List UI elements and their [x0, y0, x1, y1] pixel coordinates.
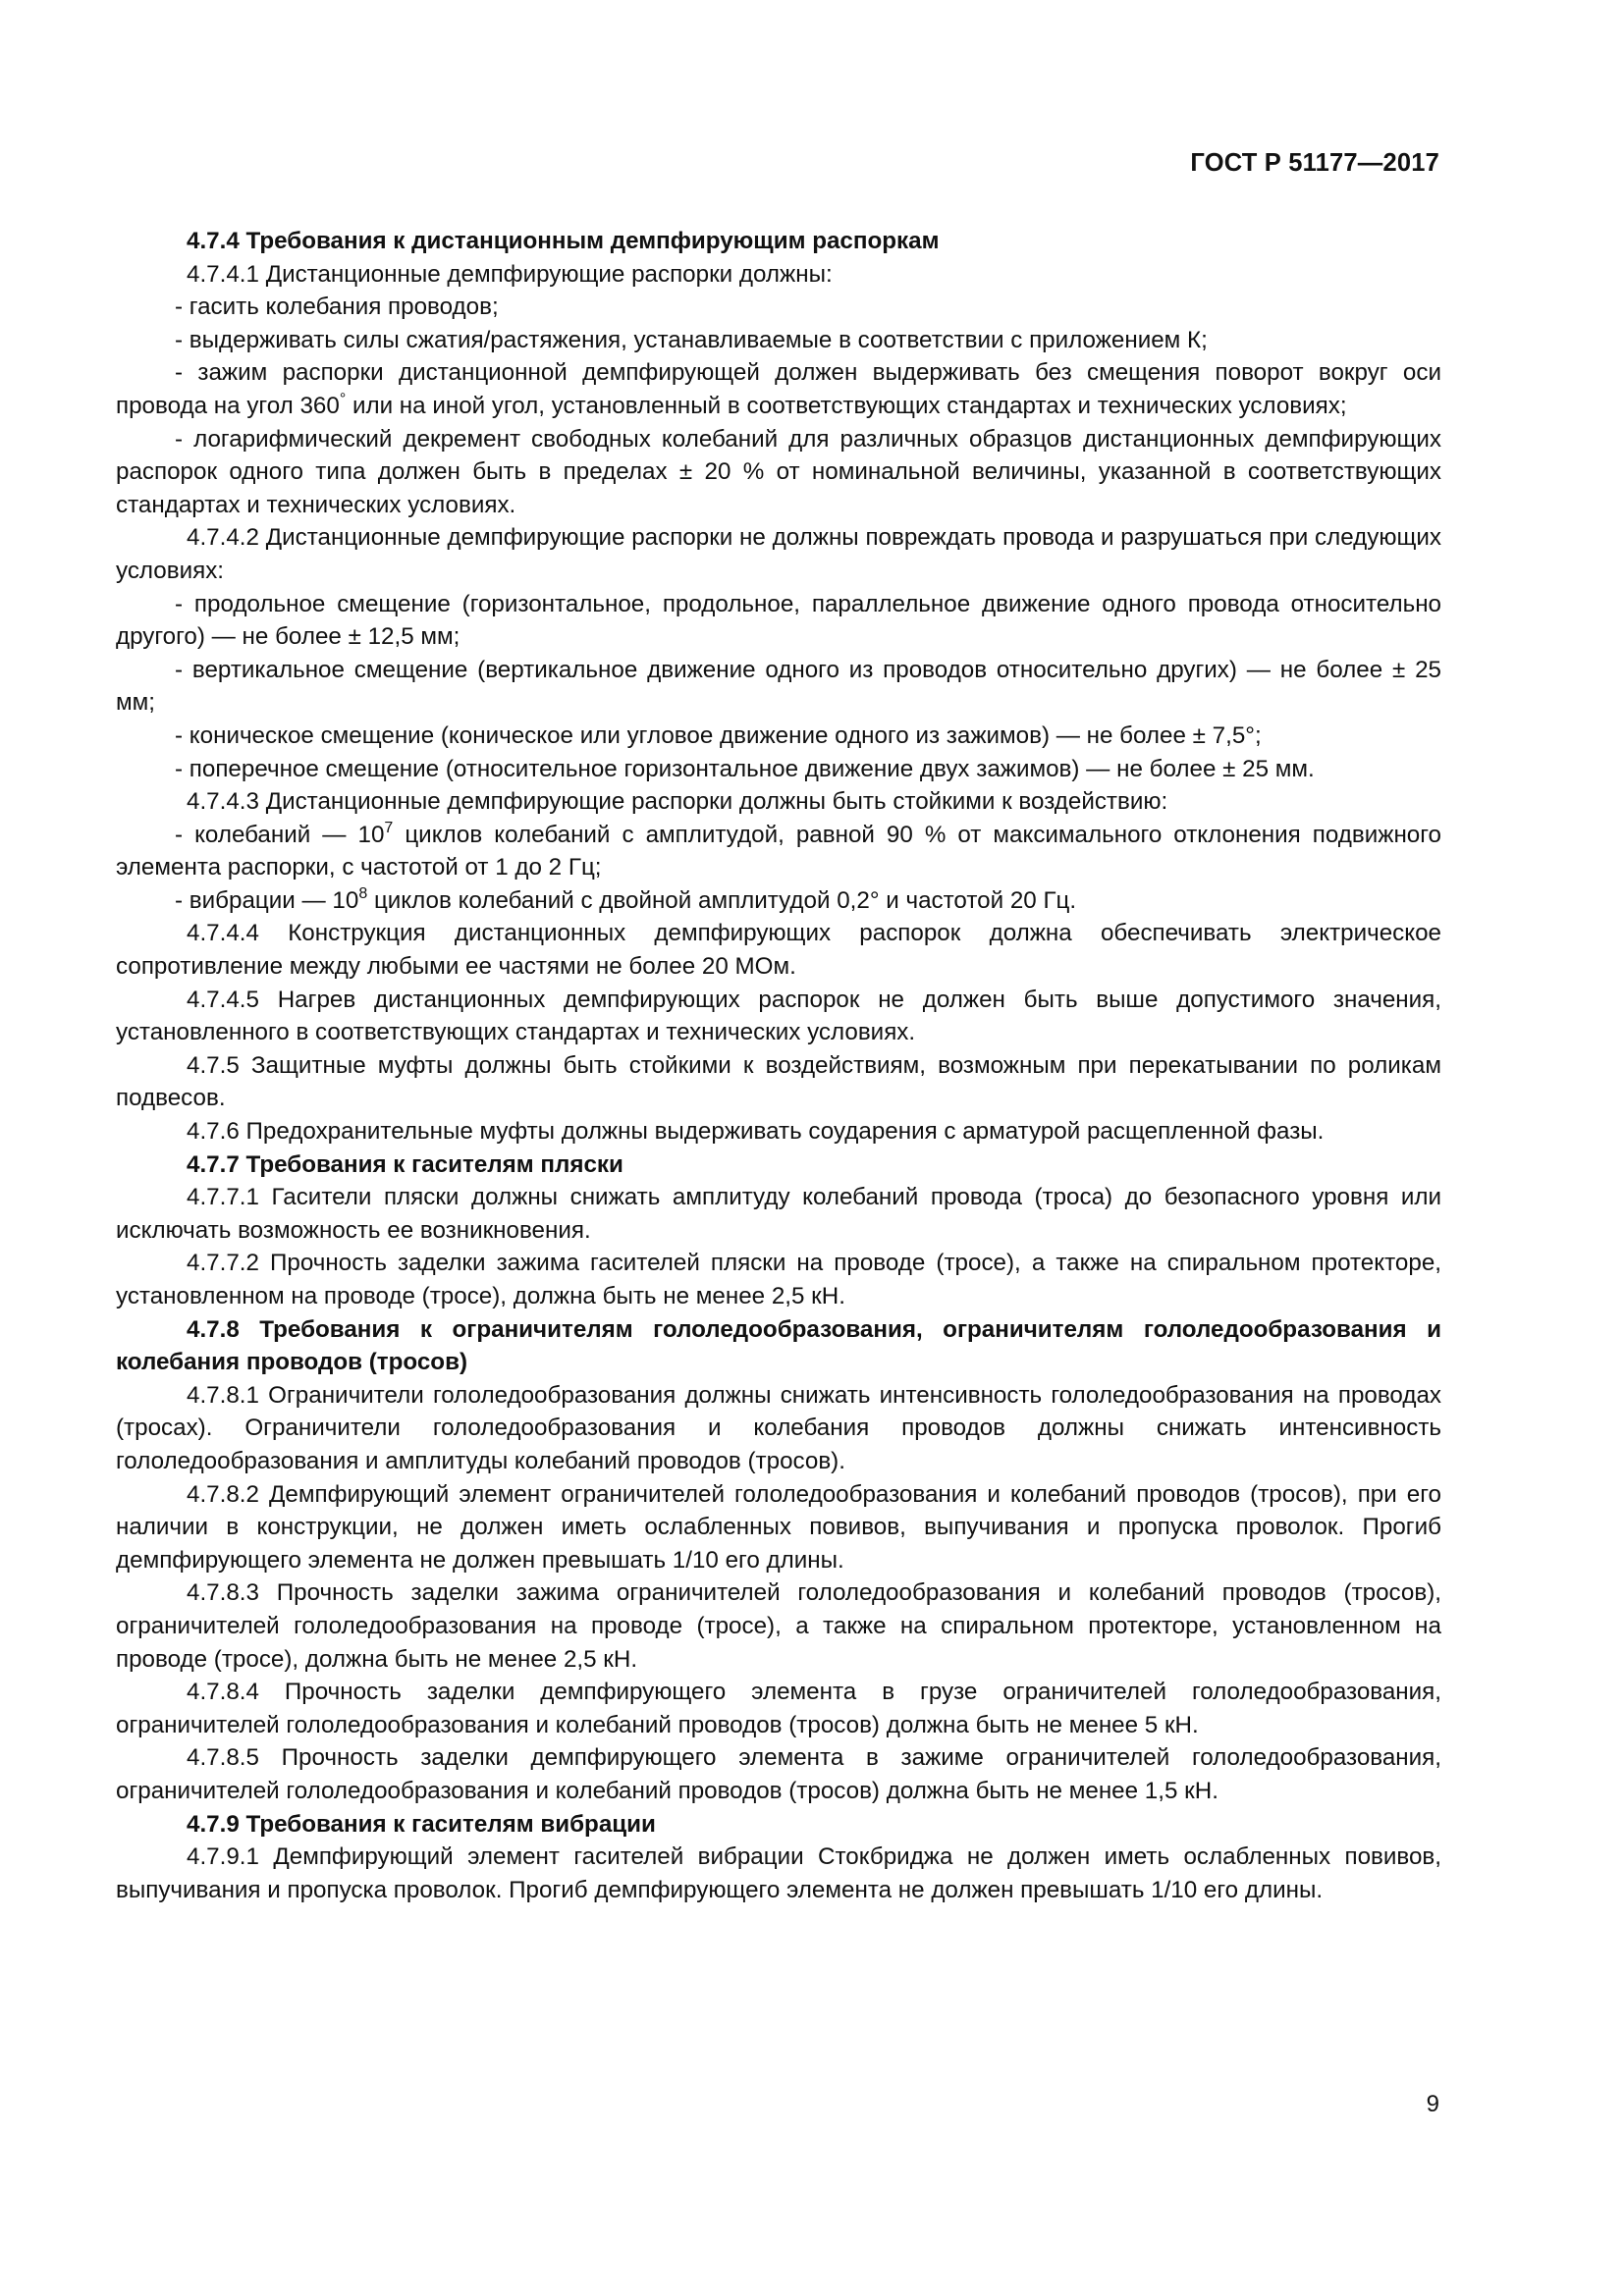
paragraph: 4.7.8.2 Демпфирующий элемент ограничителей гололедообразования и колебаний проводов (тросов), при его наличии в конструкции, не должен иметь ослабленных повивов, выпучивания и пропуска проволок. Прогиб демпфирующего элемента не должен превышать 1/10 его длины. [116, 1480, 1441, 1574]
paragraph: 4.7.8.1 Ограничители гололедообразования должны снижать интенсивность гололедообразования на проводах (тросах). Ограничители гололедообразования и колебания проводов должны снижать интенсивность гололедообразования и амплитуды колебаний проводов (тросов). [116, 1381, 1441, 1474]
paragraph: 4.7.4.5 Нагрев дистанционных демпфирующих распорок не должен быть выше допустимого значения, установленного в соответствующих стандартах и технических условиях. [116, 986, 1441, 1046]
list-item: - гасить колебания проводов; [175, 294, 499, 321]
list-item: - выдерживать силы сжатия/растяжения, устанавливаемые в соответствии с приложением К; [175, 326, 1208, 353]
list-item: - коническое смещение (коническое или угловое движение одного из зажимов) — не более ± 7,5°; [175, 721, 1262, 749]
text-run: - колебаний — 10 [175, 821, 385, 848]
list-item [116, 819, 1441, 884]
paragraph: 4.7.4.3 Дистанционные демпфирующие распорки должны быть стойкими к воздействию: [187, 788, 1168, 816]
paragraph: 4.7.4.4 Конструкция дистанционных демпфирующих распорок должна обеспечивать электрическое сопротивление между любыми ее частями не более 20 МОм. [116, 920, 1441, 981]
paragraph: 4.7.6 Предохранительные муфты должны выдерживать соударения с арматурой расщепленной фазы. [187, 1118, 1325, 1146]
paragraph: 4.7.4.2 Дистанционные демпфирующие распорки не должны повреждать провода и разрушаться при следующих условиях: [116, 524, 1441, 584]
text-run: циклов колебаний с амплитудой, равной 90 % от максимального отклонения подвижного элемента распорки, с частотой от 1 до 2 Гц; [116, 821, 1441, 881]
text-run: или на иной угол, установленный в соответствующих стандартах и технических условиях; [346, 392, 1347, 419]
paragraph: 4.7.8.5 Прочность заделки демпфирующего элемента в зажиме ограничителей гололедообразования, ограничителей гололедообразования и колебаний проводов (тросов) должна быть не менее 1,5 кН. [116, 1744, 1441, 1804]
list-item: - вертикальное смещение (вертикальное движение одного из проводов относительно других) — не более ± 25 мм; [116, 656, 1441, 717]
paragraph: 4.7.7.1 Гасители пляски должны снижать амплитуду колебаний провода (троса) до безопасного уровня или исключать возможность ее возникновения. [116, 1184, 1441, 1244]
list-item [116, 356, 1441, 422]
paragraph: 4.7.8.4 Прочность заделки демпфирующего элемента в грузе ограничителей гололедообразования, ограничителей гололедообразования и колебаний проводов (тросов) должна быть не менее 5 кН. [116, 1679, 1441, 1738]
paragraph: 4.7.8.3 Прочность заделки зажима ограничителей гололедообразования и колебаний проводов (тросов), ограничителей гололедообразования на проводе (тросе), а также на спиральном протекторе, установленном на проводе (тросе), должна быть не менее 2,5 кН. [116, 1579, 1441, 1673]
page-number: 9 [1426, 2091, 1439, 2117]
section-heading: 4.7.4 Требования к дистанционным демпфирующим распоркам [187, 228, 940, 254]
paragraph: 4.7.9.1 Демпфирующий элемент гасителей вибрации Стокбриджа не должен иметь ослабленных повивов, выпучивания и пропуска проволок. Прогиб демпфирующего элемента не должен превышать 1/10 его длины. [116, 1843, 1441, 1903]
standard-code: ГОСТ Р 51177—2017 [1190, 149, 1439, 177]
section-heading: 4.7.8 Требования к ограничителям гололедообразования, ограничителям гололедообразования и колебания проводов (тросов) [116, 1315, 1441, 1376]
paragraph: 4.7.5 Защитные муфты должны быть стойкими к воздействиям, возможным при перекатывании по роликам подвесов. [116, 1051, 1441, 1112]
paragraph: 4.7.4.1 Дистанционные демпфирующие распорки должны: [187, 260, 833, 288]
list-item: - логарифмический декремент свободных колебаний для различных образцов дистанционных демпфирующих распорок одного типа должен быть в пределах ± 20 % от номинальной величины, указанной в соответствующих стандартах и технических условиях. [116, 425, 1441, 518]
text-run: циклов колебаний с двойной амплитудой 0,2° и частотой 20 Гц. [367, 886, 1077, 914]
section-heading: 4.7.9 Требования к гасителям вибрации [187, 1810, 656, 1838]
document-body [116, 225, 1441, 1906]
text-run: - зажим распорки дистанционной демпфирующей должен выдерживать без смещения поворот вокруг оси провода на угол 360 [116, 359, 1441, 419]
superscript: 7 [384, 819, 394, 836]
paragraph: 4.7.7.2 Прочность заделки зажима гасителей пляски на проводе (тросе), а также на спиральном протекторе, установленном на проводе (тросе), должна быть не менее 2,5 кН. [116, 1250, 1441, 1309]
list-item [116, 884, 1441, 918]
section-heading: 4.7.7 Требования к гасителям пляски [187, 1150, 623, 1178]
list-item: - поперечное смещение (относительное горизонтальное движение двух зажимов) — не более ± 25 мм. [175, 755, 1315, 782]
superscript: ° [339, 390, 347, 407]
text-run: - вибрации — 10 [175, 886, 359, 914]
superscript: 8 [358, 884, 368, 902]
list-item: - продольное смещение (горизонтальное, продольное, параллельное движение одного провода относительно другого) — не более ± 12,5 мм; [116, 590, 1441, 651]
